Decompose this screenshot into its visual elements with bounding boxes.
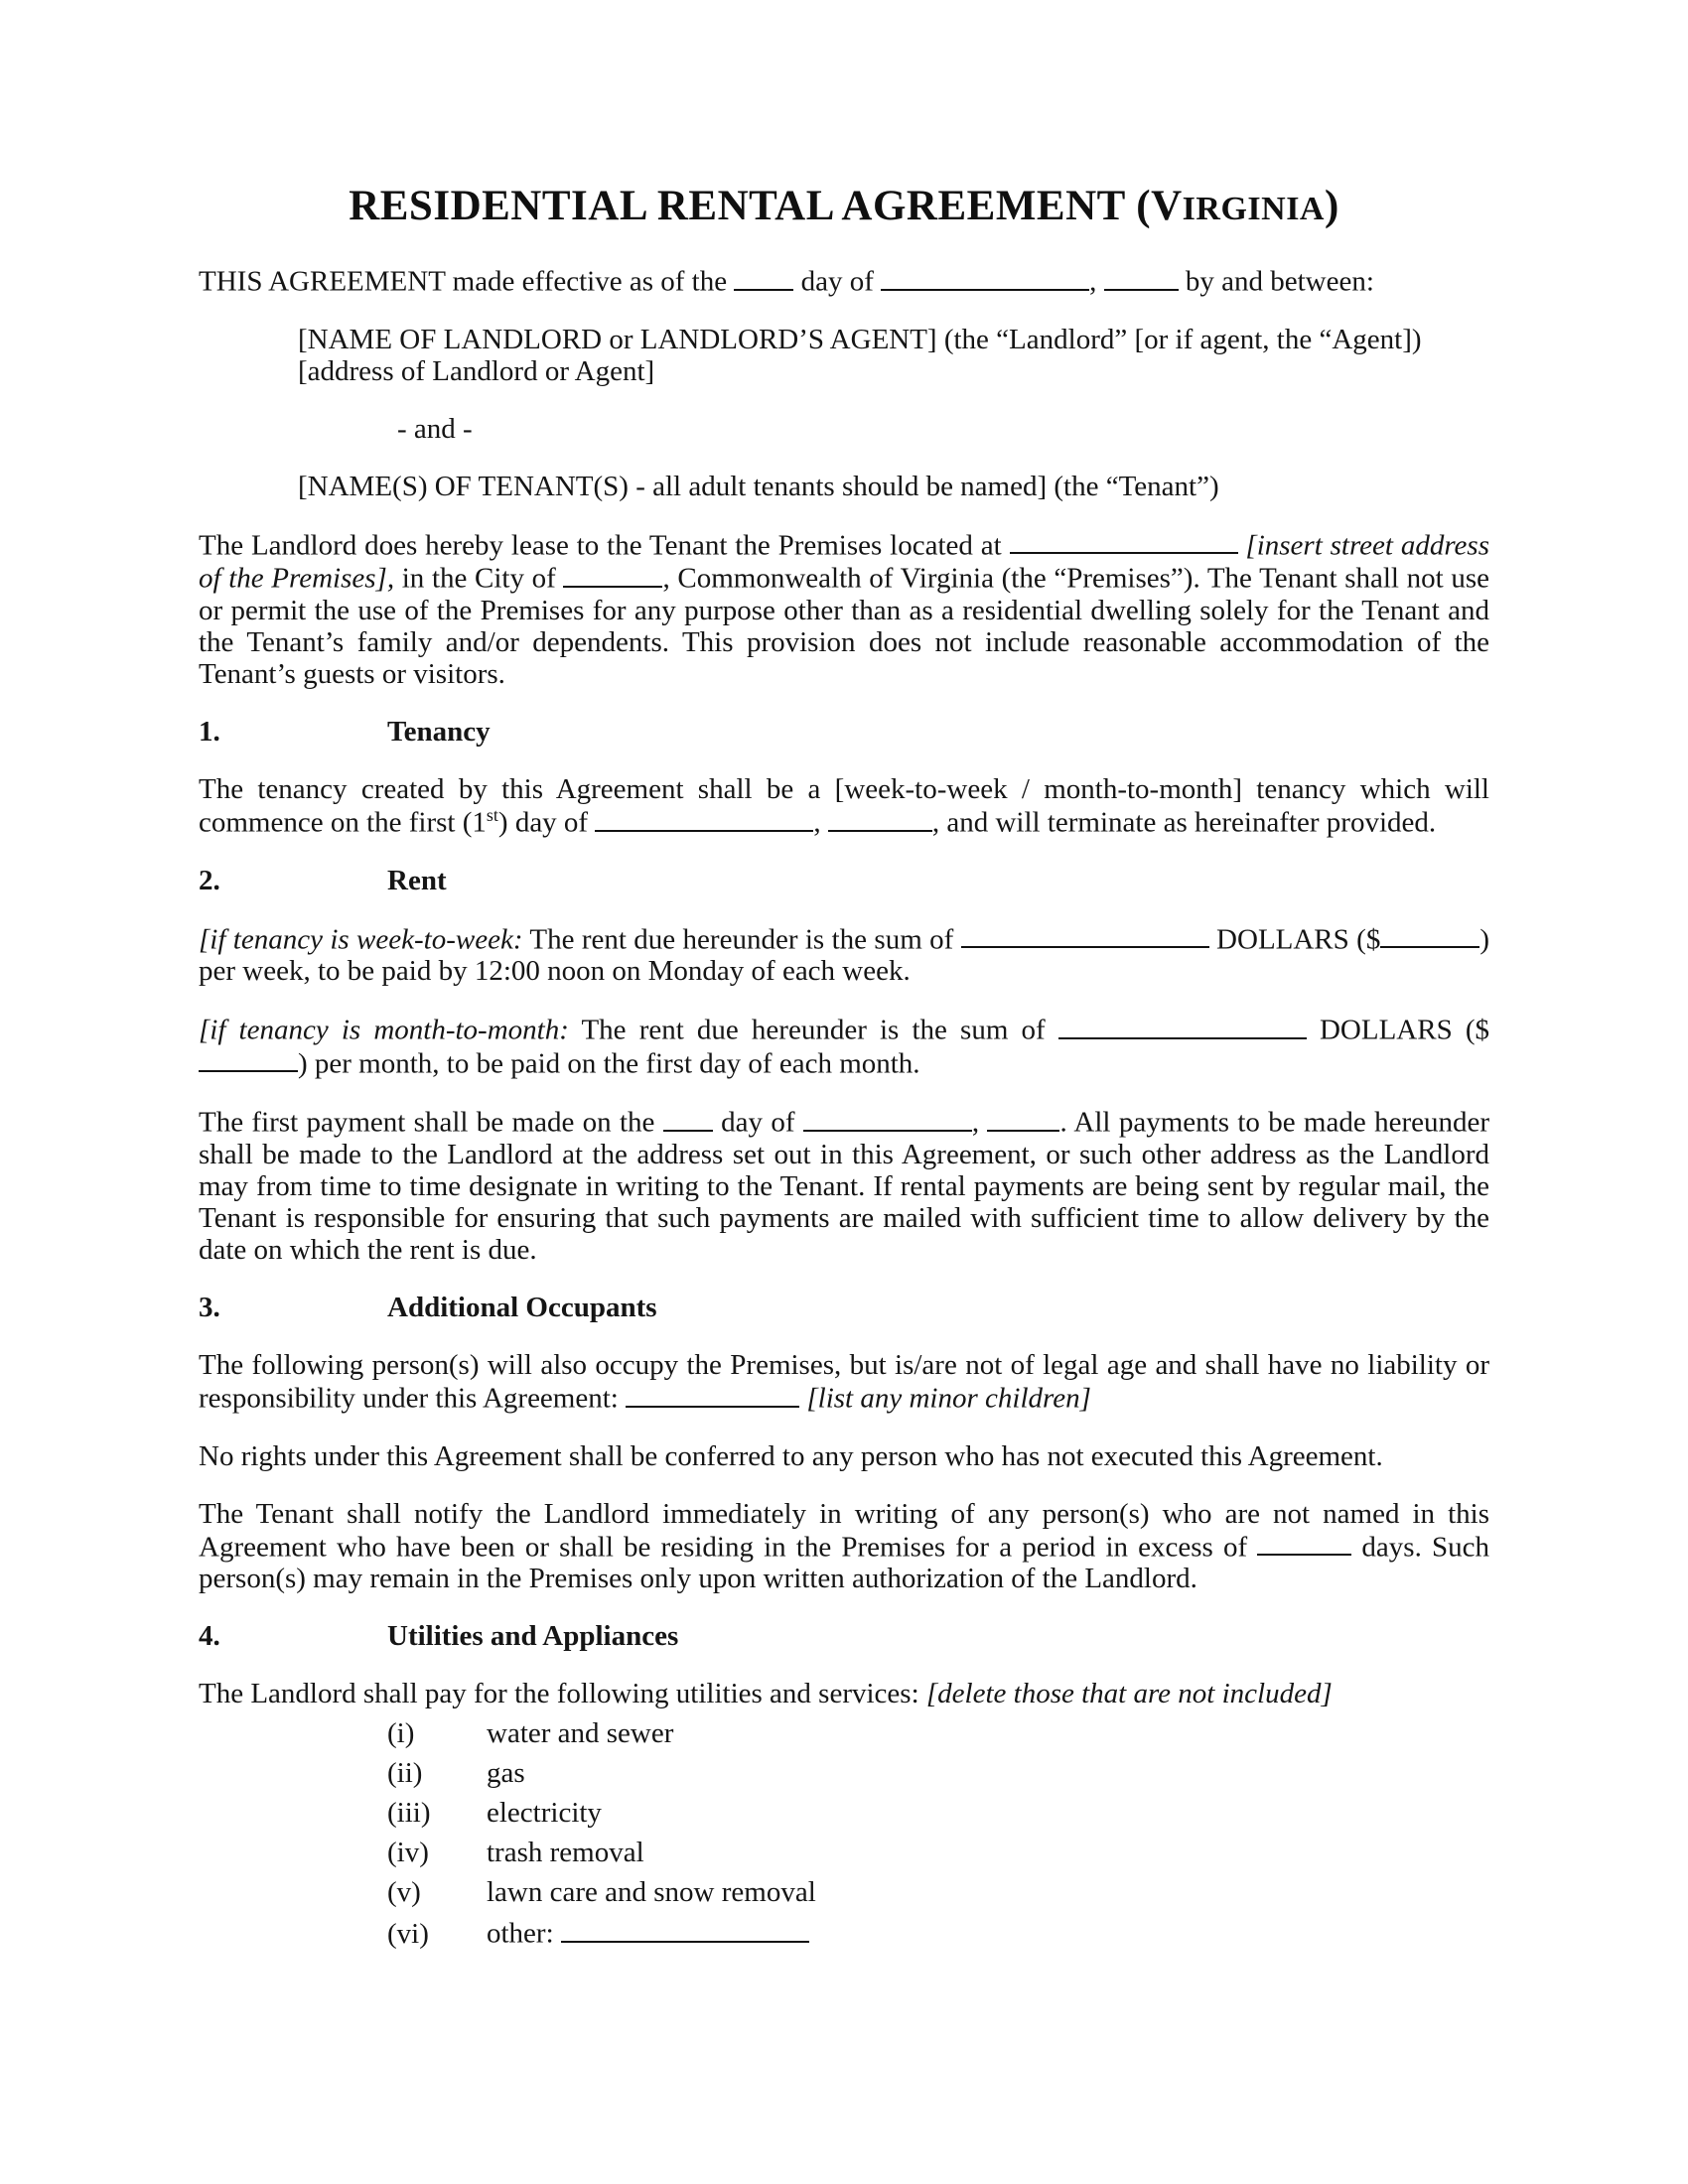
utility-item-lawn-snow [387,1876,1489,1908]
body-text: , and will terminate as hereinafter provided. [931,806,1437,839]
body-text: by and between: [1178,265,1374,298]
no-rights-paragraph [199,1440,1489,1472]
body-text: days. Such person(s) may remain in the Premises only upon written authorization of the Landlord. [199,1531,1489,1595]
italic-instruction-text: [insert street address of the Premises], [199,529,1490,595]
body-text: The rent due hereunder is the sum of [568,1014,1058,1046]
body-text: , Commonwealth of Virginia (the “Premises”). The Tenant shall not use or permit the use of the Premises for any purpose other than as a residential dwelling solely for the Tenant and the Tenant’s family and/or dependents. This provision does not include reasonable accommodation of the Tenant’s guests or visitors. [199,562,1490,690]
section-number: 2. [199,864,220,896]
list-item-numeral: (ii) [387,1757,423,1790]
tenant-name-block [298,471,1489,502]
section-1-heading [199,716,1489,748]
section-2-heading [199,865,1489,896]
blank-fill-in-line [961,922,1209,949]
body-text: ) per month, to be paid on the first day of each month. [298,1047,920,1080]
body-text: , [813,806,828,839]
body-text: The Tenant shall notify the Landlord immediately in writing of any person(s) who are not named in this Agreement who have been or shall be residing in the Premises for a period in excess of [199,1497,1489,1564]
section-3-heading [199,1292,1489,1323]
body-text: The Landlord does hereby lease to the Tenant the Premises located at [199,529,1010,562]
document-title-smallcaps: IRGINIA [1182,191,1325,227]
body-text: day of [793,265,882,298]
utility-item-other [387,1916,1489,1950]
body-text: water and sewer [487,1717,674,1750]
tenancy-paragraph [199,773,1489,839]
landlord-name-block [298,324,1489,387]
body-text: electricity [487,1797,602,1830]
list-item-numeral: (iv) [387,1837,429,1869]
utility-item-electricity [387,1797,1489,1829]
rent-monthly-paragraph [199,1013,1489,1079]
body-text: . All payments to be made hereunder shall be made to the Landlord at the address set out in this Agreement, or such other address as the Landlord may from time to time designate in writing to the Tenant. If rental payments are being sent by regular mail, the Tenant is responsible for ensuring that such payments are mailed with sufficient time to allow delivery by the date on which the rent is due. [199,1107,1490,1267]
list-item-numeral: (iii) [387,1797,431,1830]
blank-fill-in-line [626,1381,799,1408]
body-text: trash removal [487,1837,644,1869]
blank-fill-in-line [803,1105,972,1132]
document-title-suffix: ) [1324,183,1339,229]
blank-fill-in-line [1257,1530,1351,1557]
list-item-numeral: (i) [387,1717,415,1750]
body-text: other: [487,1918,561,1951]
blank-fill-in-line [1058,1013,1307,1039]
blank-fill-in-line [1104,264,1179,291]
blank-fill-in-line [561,1916,809,1943]
document-body [199,264,1489,1950]
and-separator [397,413,1489,445]
body-text: [address of Landlord or Agent] [298,354,655,387]
section-heading-text: Tenancy [387,715,491,748]
italic-instruction-text: [delete those that are not included] [925,1678,1333,1710]
utility-item-trash [387,1837,1489,1868]
body-text: day of [712,1107,803,1140]
ordinal-superscript: st [486,804,498,825]
blank-fill-in-line [987,1105,1059,1132]
body-text: DOLLARS ($ [1306,1014,1489,1046]
italic-instruction-text: [if tenancy is week-to-week: [199,923,523,956]
section-number: 1. [199,715,220,748]
utilities-intro-paragraph [199,1678,1489,1709]
body-text: [NAME(S) OF TENANT(S) - all adult tenants should be named] (the “Tenant”) [298,470,1219,502]
body-text: The following person(s) will also occupy the Premises, but is/are not of legal age and shall have no liability or responsibility under this Agreement: [199,1349,1489,1415]
body-text: ) day of [497,806,596,839]
italic-instruction-text: [list any minor children] [806,1382,1091,1415]
section-heading-text: Additional Occupants [387,1292,657,1324]
body-text: [NAME OF LANDLORD or LANDLORD’S AGENT] (the “Landlord” [or if agent, the “Agent]) [298,323,1422,355]
document-title-prefix: RESIDENTIAL RENTAL AGREEMENT (V [349,183,1183,229]
blank-fill-in-line [663,1105,713,1132]
body-text: lawn care and snow removal [487,1876,816,1909]
section-heading-text: Rent [387,864,447,896]
body-text: - and - [397,412,473,445]
blank-fill-in-line [563,561,662,588]
blank-fill-in-line [881,264,1089,291]
notify-landlord-paragraph [199,1498,1489,1595]
section-number: 4. [199,1620,220,1653]
section-number: 3. [199,1292,220,1324]
blank-fill-in-line [199,1046,298,1073]
additional-occupants-paragraph [199,1349,1489,1415]
intro-paragraph [199,264,1489,298]
list-item-numeral: (v) [387,1876,421,1909]
italic-instruction-text: [if tenancy is month-to-month: [199,1014,569,1046]
document-title [199,182,1489,234]
premises-paragraph [199,528,1489,690]
body-text: gas [487,1757,525,1790]
body-text: The Landlord shall pay for the following utilities and services: [199,1678,926,1710]
body-text: , [1089,265,1104,298]
body-text: The tenancy created by this Agreement shall be a [week-to-week / month-to-month] tenancy which will commence on the first (1 [199,772,1489,839]
utility-item-water [387,1717,1489,1749]
blank-fill-in-line [734,264,793,291]
blank-fill-in-line [595,805,813,832]
blank-fill-in-line [828,805,932,832]
body-text: THIS AGREEMENT made effective as of the [199,265,735,298]
body-text: No rights under this Agreement shall be conferred to any person who has not executed this Agreement. [199,1439,1383,1472]
body-text: , [971,1107,988,1140]
first-payment-paragraph [199,1105,1489,1266]
body-text: in the City of [394,562,564,595]
body-text: DOLLARS ($ [1208,923,1381,956]
section-heading-text: Utilities and Appliances [387,1620,679,1653]
section-4-heading [199,1620,1489,1652]
utility-item-gas [387,1757,1489,1789]
body-text: The first payment shall be made on the [199,1107,663,1140]
body-text: ) per week, to be paid by 12:00 noon on Monday of each week. [199,923,1489,988]
blank-fill-in-line [1010,528,1238,555]
rent-weekly-paragraph [199,922,1489,988]
body-text: The rent due hereunder is the sum of [522,923,961,956]
blank-fill-in-line [1380,922,1479,949]
list-item-numeral: (vi) [387,1918,429,1951]
